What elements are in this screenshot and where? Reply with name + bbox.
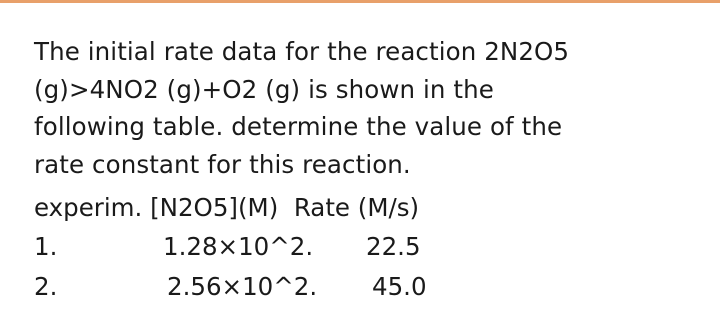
table-row-1-concentration: 1.28×10^2. bbox=[163, 232, 314, 261]
table-header: experim. [N2O5](M) Rate (M/s) bbox=[34, 193, 420, 222]
question-text bbox=[34, 33, 694, 183]
question-line: rate constant for this reaction. bbox=[34, 149, 411, 179]
table-row-2-rate: 45.0 bbox=[372, 272, 427, 301]
table-row-2-experiment: 2. bbox=[34, 272, 58, 301]
table-row-1-rate: 22.5 bbox=[366, 232, 421, 261]
table-row-2-concentration: 2.56×10^2. bbox=[167, 272, 318, 301]
question-line: The initial rate data for the reaction 2N2O5 bbox=[34, 37, 570, 66]
question-line: (g)>4NO2 (g)+O2 (g) is shown in the bbox=[34, 74, 494, 104]
table-row-1-experiment: 1. bbox=[34, 232, 58, 261]
top-accent-border bbox=[0, 0, 720, 3]
question-line: following table. determine the value of the bbox=[34, 112, 563, 141]
